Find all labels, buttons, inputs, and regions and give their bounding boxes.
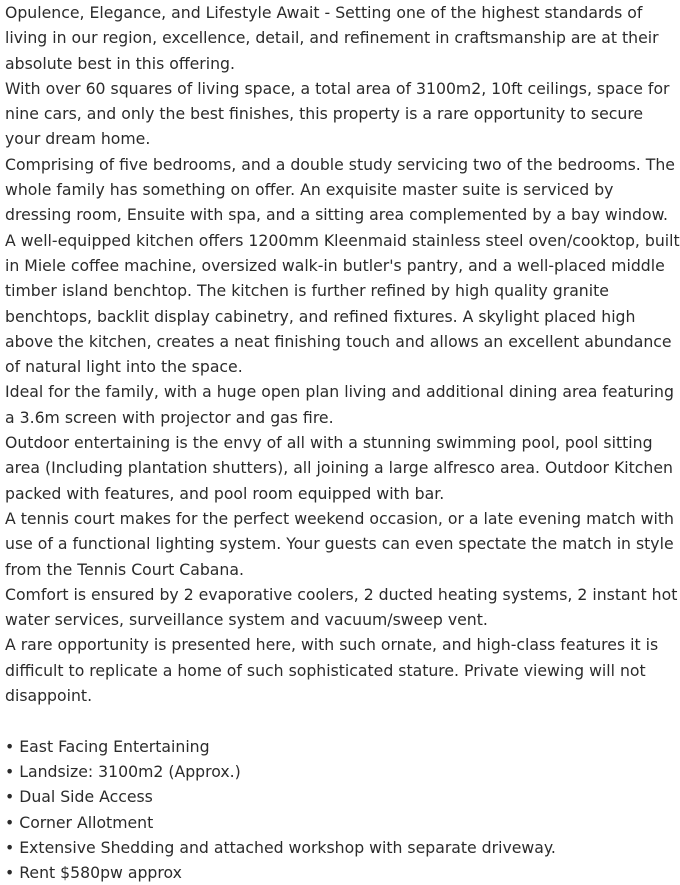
description-paragraph: A tennis court makes for the perfect weekend occasion, or a late evening match with use of a functional lighting system. Your guests can even spectate the match in style from the Tennis Court Cabana. bbox=[5, 508, 674, 579]
feature-item: • East Facing Entertaining bbox=[5, 736, 210, 756]
description-paragraph: A rare opportunity is presented here, with such ornate, and high-class features it is difficult to replicate a home of such sophisticated stature. Private viewing will not disappoint. bbox=[5, 635, 659, 706]
description-paragraph: Comfort is ensured by 2 evaporative coolers, 2 ducted heating systems, 2 instant hot water services, surveillance system and vacuum/sweep vent. bbox=[5, 584, 678, 630]
description-paragraph: With over 60 squares of living space, a total area of 3100m2, 10ft ceilings, space for nine cars, and only the best finishes, this property is a rare opportunity to secure your dream home. bbox=[5, 78, 670, 149]
description-paragraph: Opulence, Elegance, and Lifestyle Await - Setting one of the highest standards of living in our region, excellence, detail, and refinement in craftsmanship are at their absolute best in this offering. bbox=[5, 3, 659, 73]
paragraph-spacer bbox=[5, 708, 680, 733]
features-list bbox=[5, 734, 680, 885]
feature-item: • Corner Allotment bbox=[5, 812, 154, 832]
description-paragraph: Ideal for the family, with a huge open plan living and additional dining area featuring a 3.6m screen with projector and gas fire. bbox=[5, 382, 674, 427]
description-paragraph: A well-equipped kitchen offers 1200mm Kleenmaid stainless steel oven/cooktop, built in Miele coffee machine, oversized walk-in butler's pantry, and a well-placed middle timber island benchtop. The kitchen is further refined by high quality granite benchtops, backlit display cabinetry, and refined fixtures. A skylight placed high above the kitchen, creates a neat finishing touch and allows an excellent abundance of natural light into the space. bbox=[5, 230, 680, 377]
feature-item: • Landsize: 3100m2 (Approx.) bbox=[5, 761, 241, 781]
feature-item: • Extensive Shedding and attached workshop with separate driveway. bbox=[5, 837, 556, 857]
description-paragraph: Outdoor entertaining is the envy of all with a stunning swimming pool, pool sitting area (Including plantation shutters), all joining a large alfresco area. Outdoor Kitchen packed with features, and pool room equipped with bar. bbox=[5, 433, 673, 503]
description-paragraph: Comprising of five bedrooms, and a double study servicing two of the bedrooms. The whole family has something on offer. An exquisite master suite is serviced by dressing room, Ensuite with spa, and a sitting area complemented by a bay window. bbox=[5, 154, 675, 225]
feature-item: • Rent $580pw approx bbox=[5, 863, 182, 883]
feature-item: • Dual Side Access bbox=[5, 787, 153, 807]
